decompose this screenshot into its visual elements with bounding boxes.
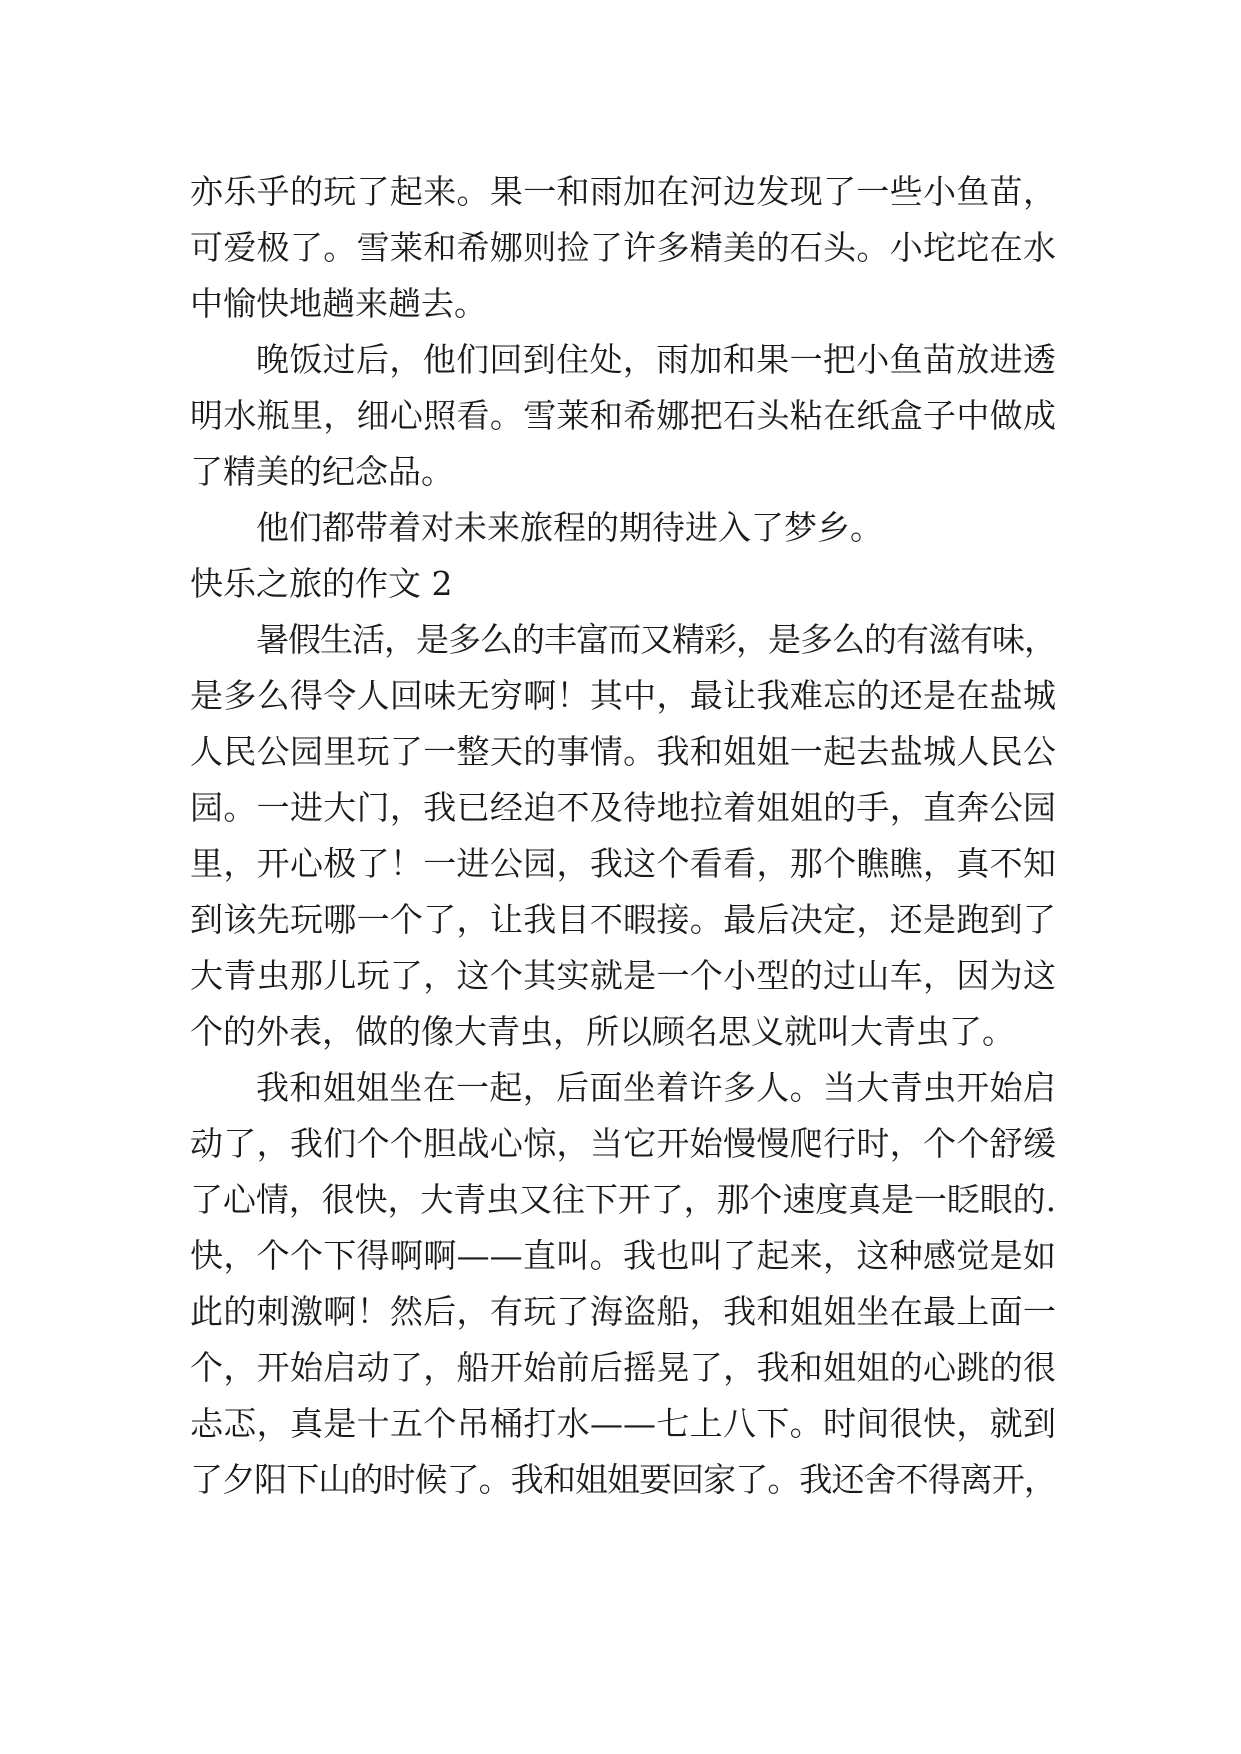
text-line: 忐忑，真是十五个吊桶打水——七上八下。时间很快，就到	[190, 1404, 1056, 1443]
text-line: 里，开心极了！一进公园，我这个看看，那个瞧瞧，真不知	[190, 844, 1056, 883]
text-line: 到该先玩哪一个了，让我目不暇接。最后决定，还是跑到了	[190, 900, 1056, 939]
text-line: 中愉快地趟来趟去。	[190, 284, 487, 323]
text-line: 此的刺激啊！然后，有玩了海盗船，我和姐姐坐在最上面一	[190, 1292, 1056, 1331]
text-line: 是多么得令人回味无穷啊！其中，最让我难忘的还是在盐城	[190, 676, 1056, 715]
text-line: 明水瓶里，细心照看。雪莱和希娜把石头粘在纸盒子中做成	[190, 396, 1056, 435]
paragraph-start-line: 暑假生活，是多么的丰富而又精彩，是多么的有滋有味，	[256, 620, 1056, 659]
section-heading: 快乐之旅的作文 2	[190, 564, 453, 603]
text-line: 了心情，很快，大青虫又往下开了，那个速度真是一眨眼的.	[190, 1180, 1056, 1219]
document-body	[190, 164, 1056, 1508]
text-line: 动了，我们个个胆战心惊，当它开始慢慢爬行时，个个舒缓	[190, 1124, 1056, 1163]
paragraph-start-line: 我和姐姐坐在一起，后面坐着许多人。当大青虫开始启	[256, 1068, 1056, 1107]
text-line: 个，开始启动了，船开始前后摇晃了，我和姐姐的心跳的很	[190, 1348, 1056, 1387]
text-line: 亦乐乎的玩了起来。果一和雨加在河边发现了一些小鱼苗，	[190, 172, 1056, 211]
text-line: 人民公园里玩了一整天的事情。我和姐姐一起去盐城人民公	[190, 732, 1056, 771]
text-line: 大青虫那儿玩了，这个其实就是一个小型的过山车，因为这	[190, 956, 1056, 995]
text-line: 可爱极了。雪莱和希娜则捡了许多精美的石头。小坨坨在水	[190, 228, 1056, 267]
paragraph-start-line: 他们都带着对未来旅程的期待进入了梦乡。	[256, 508, 883, 547]
paragraph-start-line: 晚饭过后，他们回到住处，雨加和果一把小鱼苗放进透	[256, 340, 1056, 379]
text-line: 园。一进大门，我已经迫不及待地拉着姐姐的手，直奔公园	[190, 788, 1056, 827]
text-line: 快，个个下得啊啊——直叫。我也叫了起来，这种感觉是如	[190, 1236, 1056, 1275]
text-line: 了夕阳下山的时候了。我和姐姐要回家了。我还舍不得离开，	[190, 1460, 1057, 1499]
text-line: 个的外表，做的像大青虫，所以顾名思义就叫大青虫了。	[190, 1012, 1015, 1051]
text-line: 了精美的纪念品。	[190, 452, 454, 491]
